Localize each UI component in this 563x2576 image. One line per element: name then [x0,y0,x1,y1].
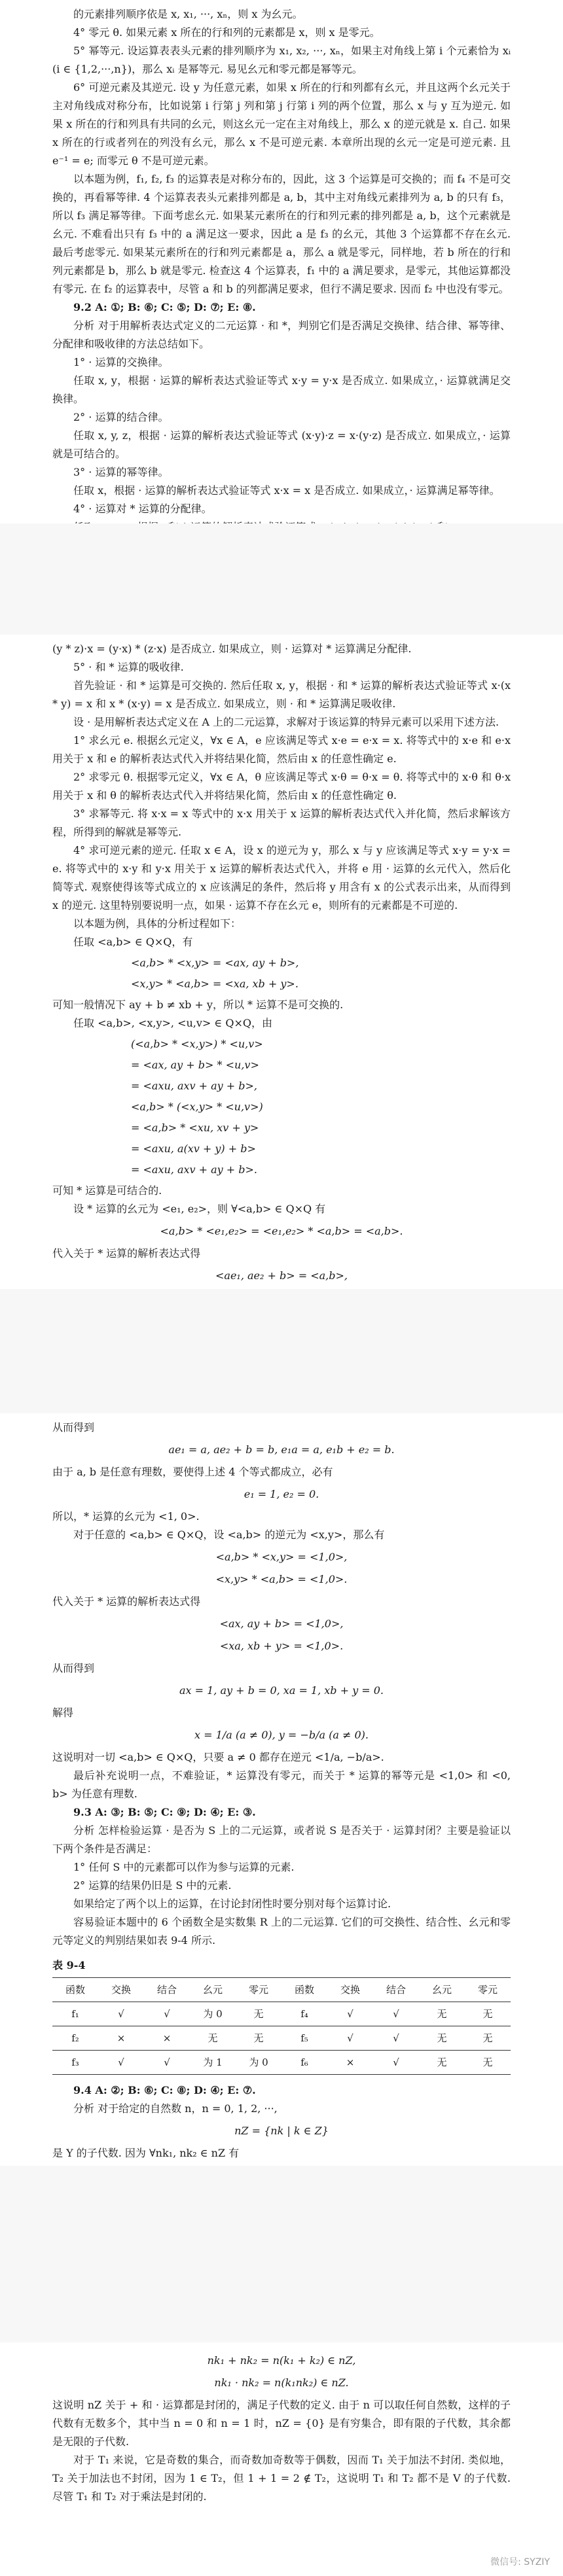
text-line: 对于 T₁ 来说，它是奇数的集合，而奇数加奇数等于偶数，因而 T₁ 关于加法不封闭. 类似地，T₂ 关于加法也不封闭，因为 1 ∈ T₂，但 1 + 1 = 2 ∉ T₂，这说明 T₁ 和 T₂ 都不是 V 的子代数. 尽管 T₁ 和 T₂ 对于乘法是封闭的. [52,2454,511,2503]
text-line: 这说明对一切 <a,b> ∈ Q×Q，只要 a ≠ 0 都存在逆元 <1/a, −b/a>. [52,1751,384,1763]
answer-line: 9.4 A: ②; B: ⑥; C: ⑧; D: ④; E: ⑦. [73,2084,256,2096]
text-line: 对于任意的 <a,b> ∈ Q×Q，设 <a,b> 的逆元为 <x,y>，那么有 [73,1528,385,1541]
text-line: 4° 零元 θ. 如果元素 x 所在的行和列的元素都是 x，则 x 是零元。 [73,26,380,39]
text-line: (y * z)·x = (y·x) * (z·x) 是否成立. 如果成立，则 · 运算对 * 运算满足分配律. [52,643,412,655]
table-cell: 无 [419,2051,465,2075]
text-line: 设 * 运算的幺元为 <e₁, e₂>，则 ∀<a,b> ∈ Q×Q 有 [73,1203,326,1215]
text-line: 3° 求幂等元. 将 x·x = x 等式中的 x·x 用关于 x 运算的解析表达式代入并化简，然后求解该方程，所得到的解就是幂等元. [52,807,511,838]
text-line: 容易验证本题中的 6 个函数全是实数集 R 上的二元运算. 它们的可交换性、结合性、幺元和零元等定义的判别结果如表 9-4 所示. [52,1916,511,1947]
equation: = <a,b> * <xu, xv + y> [131,1121,259,1134]
table-cell: 无 [419,2026,465,2051]
table-cell: × [144,2026,190,2051]
table-9-4 [52,1956,511,2075]
text-line: 5° 幂等元. 设运算表表头元素的排列顺序为 x₁, x₂, ···, xₙ，如果主对角线上第 i 个元素恰为 xᵢ (i ∈ {1,2,···,n})，那么 xᵢ 是幂等元. 易见幺元和零元都是幂等元。 [52,44,511,75]
table-cell: √ [98,2002,144,2026]
text-line: 最后补充说明一点，不难验证，* 运算没有零元，而关于 * 运算的幂等元是 <1,0> 和 <0, b> 为任意有理数. [52,1769,511,1800]
table-cell: × [98,2026,144,2051]
analysis-line: 分析 怎样检验运算 · 是否为 S 上的二元运算，或者说 S 是否关于 · 运算封闭？主要是验证以下两个条件是否满足： [52,1824,511,1855]
page-gap [0,1289,563,1413]
watermark: 微信号: SYZIY [490,2557,550,2567]
table-cell: √ [373,2051,419,2075]
equation: x = 1/a (a ≠ 0), y = −b/a (a ≠ 0). [194,1729,369,1741]
table-cell: 为 1 [190,2051,236,2075]
text-line: 以本题为例，f₁, f₂, f₃ 的运算表是对称分布的，因此，这 3 个运算是可交换的；而 f₄ 不是可交换的，再看幂等律. 4 个运算表表头元素排列都是 a, b，其中主对角线元素排列为 a, b 的只有 f₃，所以 f₃ 满足幂等律。下面考虑幺元. 如果某元素所在的行和列元素的排列都是 a, b，这个元素就是幺元. 不难看出只有 f₃ 中的 a 满足这一要求，因此 a 是 f₃ 的幺元，其他 3 个运算都不存在幺元. 最后考虑零元. 如果某元素所在的行和列元素都是 a，那么 a 就是零元，同样地，若 b 所在的行和列元素都是 b，那么 b 就是零元. 检查这 4 个运算表，f₁ 中的 a 满足要求，是零元，其他运算都没有零元. 在 f₂ 的运算表中，尽管 a 和 b 的列都满足要求，但行不满足要求. 因而 f₂ 中也没有零元。 [52,173,511,295]
text-line: 首先验证 · 和 * 运算是可交换的. 然后任取 x, y，根据 · 和 * 运算的解析表达式验证等式 x·(x * y) = x 和 x * (x·y) = x 是否成立. 如果成立，则 · 和 * 运算满足吸收律. [52,679,511,710]
equation: <ax, ay + b> = <1,0>, [219,1617,344,1630]
analysis-line: 分析 对于用解析表达式定义的二元运算 · 和 *，判别它们是否满足交换律、结合律、幂等律、分配律和吸收律的方法总结如下。 [52,319,511,350]
table-cell: f₆ [282,2051,327,2075]
equation: <ae₁, ae₂ + b> = <a,b>, [215,1269,348,1282]
table-cell: √ [144,2051,190,2075]
text-line: 2° 运算的结果仍旧是 S 中的元素. [73,1879,232,1892]
text-line: 可知一般情况下 ay + b ≠ xb + y，所以 * 运算不是可交换的. [52,998,344,1011]
table-cell: f₁ [52,2002,98,2026]
table-header: 结合 [373,1978,419,2002]
table-cell: √ [144,2002,190,2026]
table-header: 函数 [282,1978,327,2002]
text-line: 代入关于 * 运算的解析表达式得 [52,1247,201,1260]
table-row [52,2051,511,2075]
text-line: 5° · 和 * 运算的吸收律. [73,661,184,673]
equation: <xa, xb + y> = <1,0>. [219,1640,344,1652]
equation: = <axu, a(xv + y) + b> [131,1142,256,1155]
text-line: 是 Y 的子代数. 因为 ∀nk₁, nk₂ ∈ nZ 有 [52,2147,240,2159]
table-header: 交换 [327,1978,373,2002]
text-line: 任取 <a,b>, <x,y>, <u,v> ∈ Q×Q，由 [73,1017,272,1029]
table-cell: f₄ [282,2002,327,2026]
analysis-line: 4° · 运算对 * 运算的分配律。 [73,503,212,515]
table-header: 结合 [144,1978,190,2002]
text-line: 设 · 是用解析表达式定义在 A 上的二元运算，求解对于该运算的特异元素可以采用下述方法. [73,716,499,728]
table-header-row [52,1978,511,2002]
text-line: 6° 可逆元素及其逆元. 设 y 为任意元素，如果 x 所在的行和列都有幺元，并且这两个幺元关于主对角线成对称分布，比如说第 i 行第 j 列和第 j 行第 i 列的两个位置，那么 x 与 y 互为逆元. 如果 x 所在的行和列具有共同的幺元，则这幺元一定在主对角线上，那么 x 的逆元就是 x. 自己. 如果 x 所在的行或者列在的列没有幺元，那么 x 不是可逆元素. 本章所出现的幺元一定是可逆元素. 且 e⁻¹ = e; 而零元 θ 不是可逆元素。 [52,81,511,167]
table-header: 零元 [465,1978,511,2002]
equation: <a,b> * <x,y> = <1,0>, [215,1551,348,1563]
analysis-line: 3° · 运算的幂等律。 [73,466,169,478]
page-143 [0,2342,563,2576]
analysis-line: 任取 x，根据 · 运算的解析表达式验证等式 x·x = x 是否成立. 如果成立，· 运算满足幂等律。 [73,484,500,497]
equation: ax = 1, ay + b = 0, xa = 1, xb + y = 0. [179,1684,384,1697]
table-cell: √ [327,2002,373,2026]
text-line: 的元素排列顺序依是 x, x₁, ···, xₙ，则 x 为幺元。 [73,8,303,20]
text-line: 2° 求零元 θ. 根据零元定义，∀x ∈ A，θ 应该满足等式 x·θ = θ·x = θ. 将等式中的 x·θ 和 θ·x 用关于 x 和 θ 的解析表达式代入并将结果化简，然后由 x 的任意性确定 θ. [52,771,511,802]
text-line: 由于 a, b 是任意有理数，要使得上述 4 个等式都成立，必有 [52,1466,333,1478]
equation: nk₁ + nk₂ = n(k₁ + k₂) ∈ nZ, [207,2354,356,2367]
table-header: 幺元 [419,1978,465,2002]
equation: <a,b> * <x,y> = <ax, ay + b>, [131,957,299,969]
equation: nk₁ · nk₂ = n(k₁nk₂) ∈ nZ. [214,2376,349,2389]
equation: nZ = {nk | k ∈ Z} [234,2125,329,2137]
table-cell: √ [373,2026,419,2051]
analysis-line: 1° · 运算的交换律。 [73,356,169,368]
table-header: 零元 [236,1978,282,2002]
analysis-line: 分析 对于给定的自然数 n，n = 0, 1, 2, ···, [73,2102,278,2115]
table-cell: 为 0 [236,2051,282,2075]
page-141 [0,635,563,1289]
equation: <x,y> * <a,b> = <1,0>. [215,1573,348,1585]
text-line: 所以，* 运算的幺元为 <1, 0>. [52,1510,200,1523]
page-gap [0,523,563,635]
equation: <a,b> * <e₁,e₂> = <e₁,e₂> * <a,b> = <a,b>. [160,1225,403,1237]
table-cell: 无 [465,2002,511,2026]
text-line: 从而得到 [52,1421,95,1434]
table-cell: × [327,2051,373,2075]
table-cell: f₃ [52,2051,98,2075]
equation: ae₁ = a, ae₂ + b = b, e₁a = a, e₁b + e₂ = b. [168,1443,395,1456]
table-row [52,2002,511,2026]
text-line: 从而得到 [52,1662,95,1674]
equation: = <axu, axv + ay + b>. [131,1163,258,1176]
table-header: 函数 [52,1978,98,2002]
table-cell: √ [373,2002,419,2026]
equation: = <axu, axv + ay + b>, [131,1080,258,1092]
table-cell: 为 0 [190,2002,236,2026]
analysis-line: 任取 x, y，根据 · 运算的解析表达式验证等式 x·y = y·x 是否成立. 如果成立，· 运算就满足交换律。 [52,374,511,405]
table-row [52,2026,511,2051]
equation: e₁ = 1, e₂ = 0. [244,1488,319,1500]
equation: (<a,b> * <x,y>) * <u,v> [131,1038,263,1050]
equation: <x,y> * <a,b> = <xa, xb + y>. [131,978,299,990]
table-header: 幺元 [190,1978,236,2002]
page-140 [0,0,563,523]
text-line: 解得 [52,1706,74,1719]
answer-line: 9.2 A: ①; B: ⑥; C: ⑤; D: ⑦; E: ⑧. [73,301,256,313]
table-cell: 无 [190,2026,236,2051]
table-cell: √ [327,2026,373,2051]
equation: = <ax, ay + b> * <u,v> [131,1059,259,1071]
table-cell: 无 [236,2026,282,2051]
text-line: 代入关于 * 运算的解析表达式得 [52,1595,201,1608]
table-header: 交换 [98,1978,144,2002]
text-line: 如果给定了两个以上的运算，在讨论封闭性时要分别对每个运算讨论. [73,1897,391,1910]
text-line: 任取 <a,b> ∈ Q×Q，有 [73,936,193,948]
property-table [52,1977,511,2075]
analysis-line: 2° · 运算的结合律。 [73,411,169,423]
text-line: 1° 任何 S 中的元素都可以作为参与运算的元素. [73,1861,295,1873]
table-cell: f₅ [282,2026,327,2051]
page-gap [0,2166,563,2342]
table-cell: 无 [465,2051,511,2075]
answer-line: 9.3 A: ③; B: ⑤; C: ⑨; D: ④; E: ③. [73,1806,256,1818]
table-cell: √ [98,2051,144,2075]
table-cell: 无 [236,2002,282,2026]
table-cell: 无 [419,2002,465,2026]
text-line: 4° 求可逆元素的逆元. 任取 x ∈ A，设 x 的逆元为 y，那么 x 与 y 应该满足等式 x·y = y·x = e. 将等式中的 x·y 和 y·x 用关于 x 运算的解析表达式代入，并将 e 用 · 运算的幺元代入，然后化简等式. 观察使得该等式成立的 x 应该满足的条件，然后将 y 用含有 x 的公式表示出来，从而得到 x 的逆元. 这里特别要说明一点，如果 · 运算不存在幺元 e，则所有的元素都是不可逆的. [52,844,511,911]
equation: <a,b> * (<x,y> * <u,v>) [131,1101,263,1113]
text-line: 以本题为例，具体的分析过程如下： [73,917,242,930]
text-line: 这说明 nZ 关于 + 和 · 运算都是封闭的，满足子代数的定义. 由于 n 可以取任何自然数，这样的子代数有无数多个，其中当 n = 0 和 n = 1 时，nZ = {0} 是有穷集合，即有限的子代数，其余都是无限的子代数. [52,2399,511,2448]
table-caption: 表 9-4 [52,1959,86,1971]
table-cell: 无 [465,2026,511,2051]
table-cell: f₂ [52,2026,98,2051]
text-line: 1° 求幺元 e. 根据幺元定义，∀x ∈ A，e 应该满足等式 x·e = e·x = x. 将等式中的 x·e 和 e·x 用关于 x 和 e 的解析表达式代入并将结果化简，然后由 x 的任意性确定 e. [52,734,511,765]
analysis-line: 任取 x, y, z，根据 · 运算的解析表达式验证等式 (x·y)·z = x·(y·z) 是否成立. 如果成立，· 运算就是可结合的。 [52,429,511,460]
text-line: 可知 * 运算是可结合的. [52,1184,162,1197]
page-142 [0,1413,563,2166]
